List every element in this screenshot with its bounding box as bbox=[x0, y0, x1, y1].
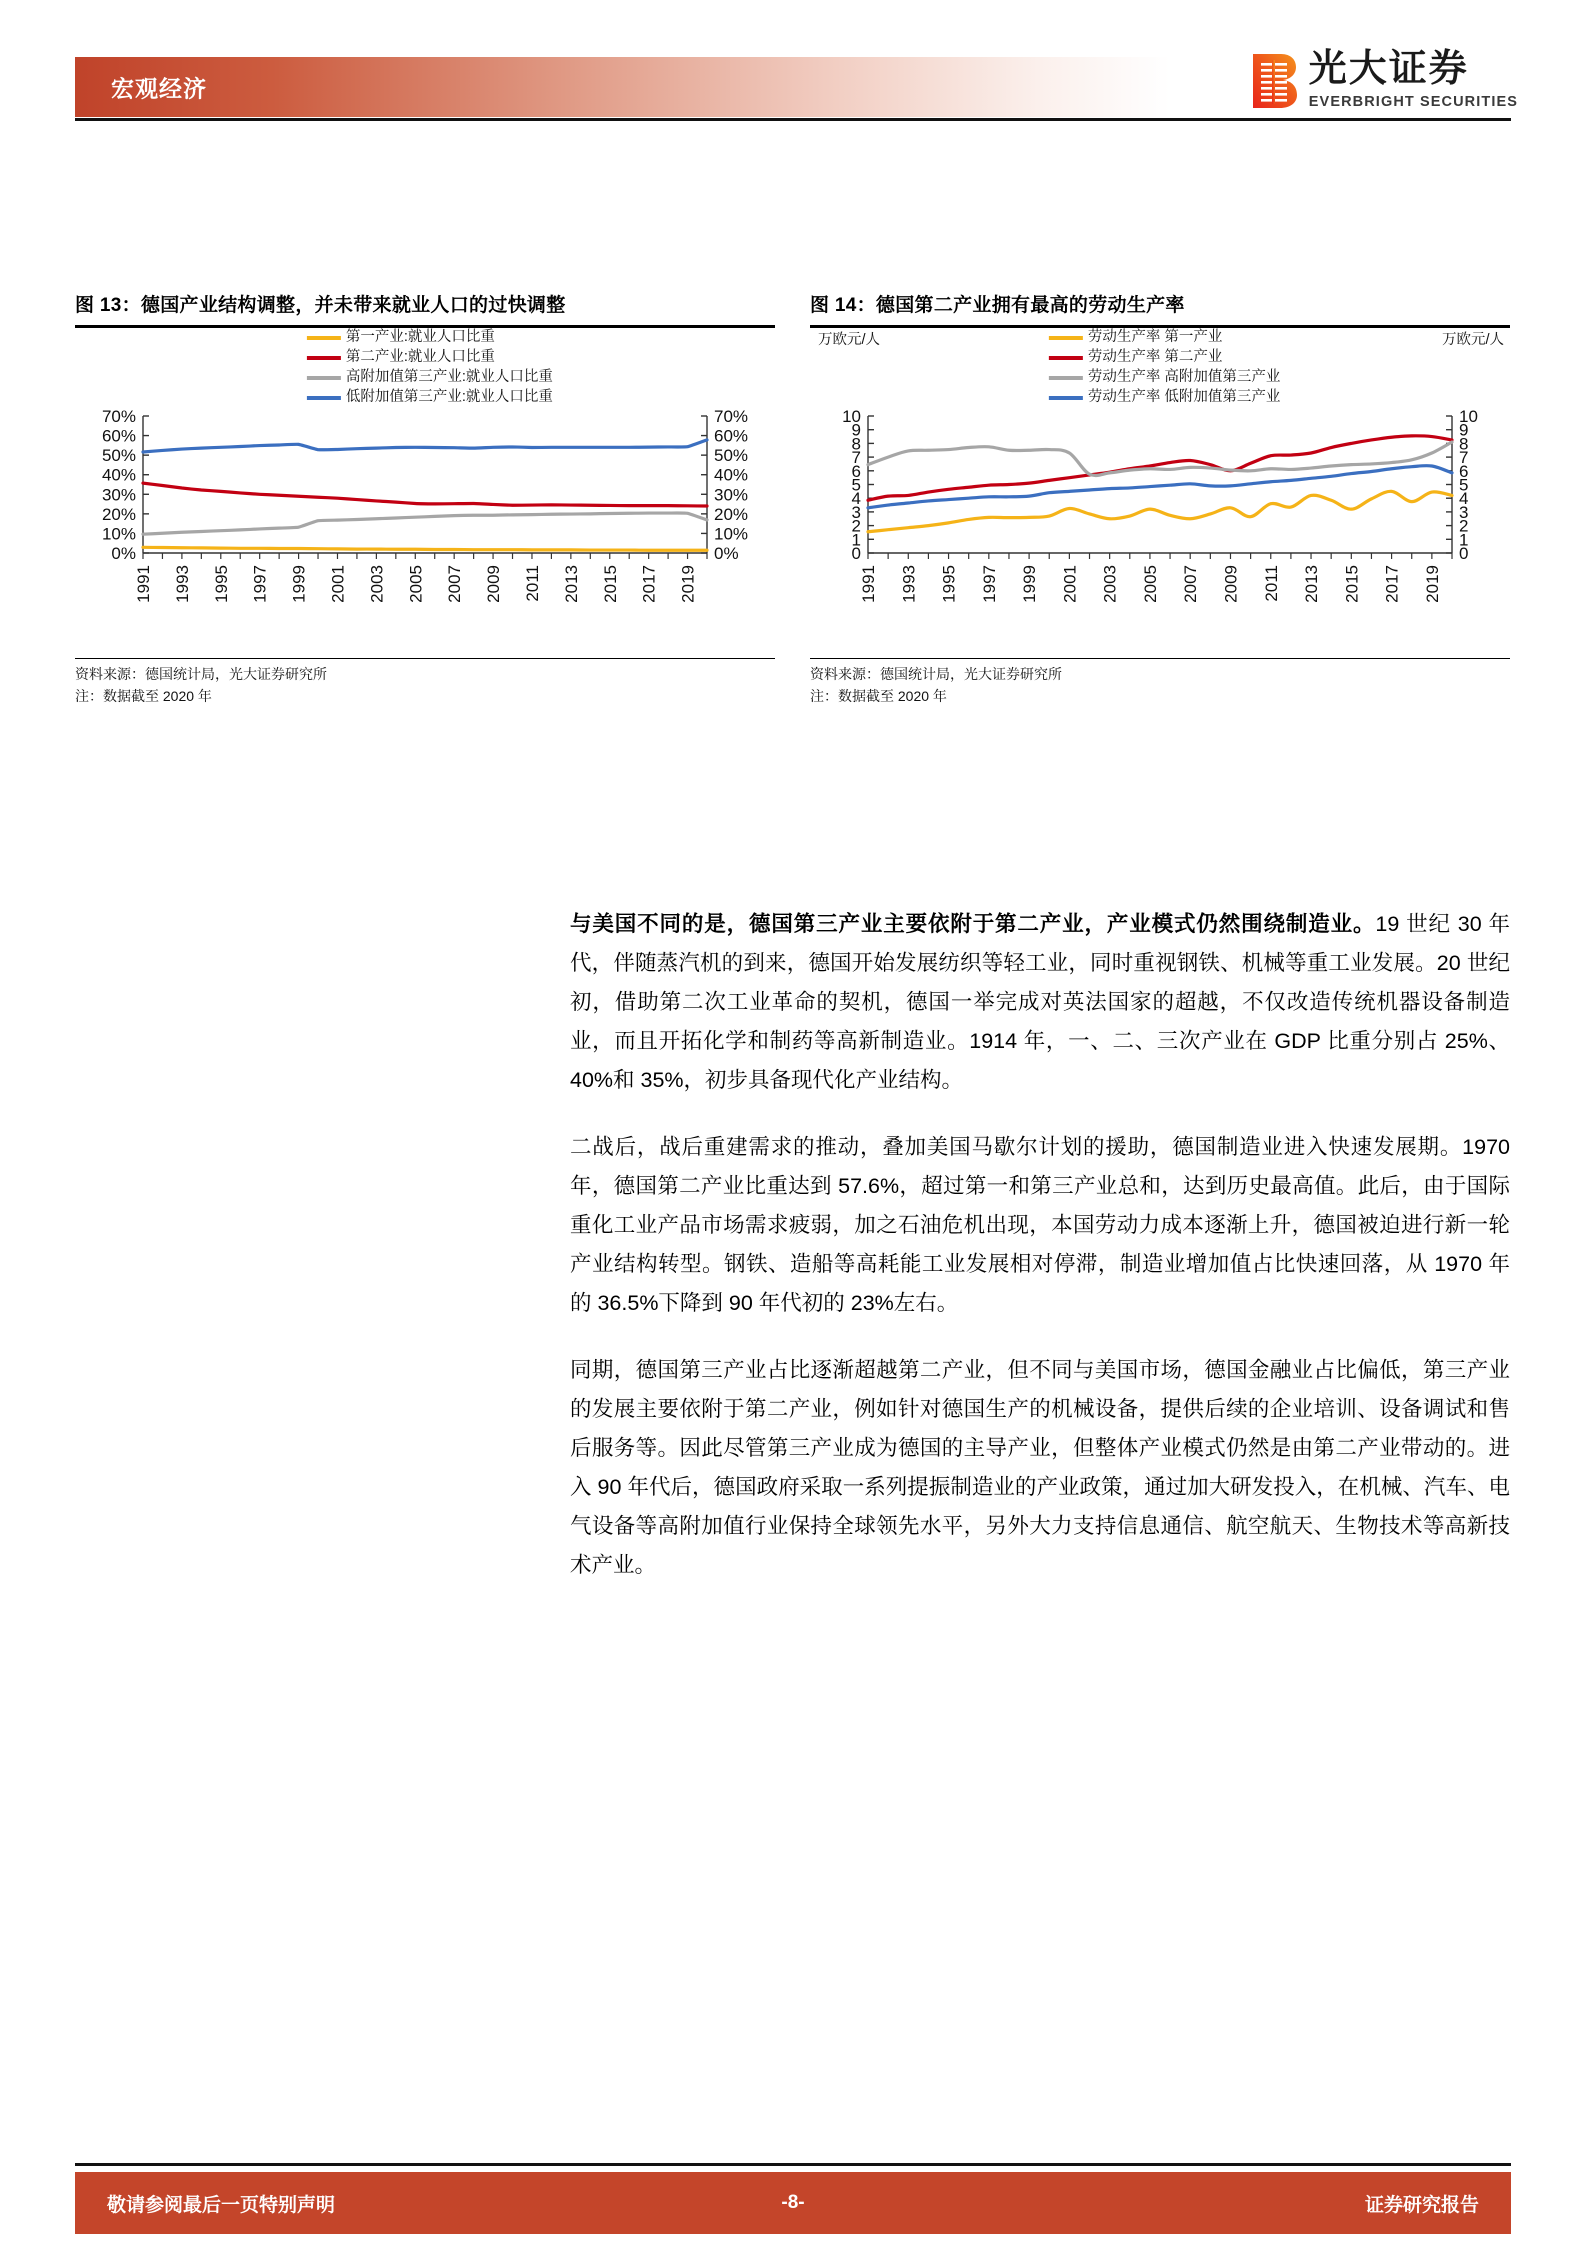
figure-14-legend bbox=[1049, 328, 1281, 408]
figure-14-left-unit: 万欧元/人 bbox=[818, 331, 881, 348]
svg-text:7: 7 bbox=[1459, 447, 1469, 467]
svg-text:2017: 2017 bbox=[639, 564, 659, 603]
svg-text:0%: 0% bbox=[714, 543, 739, 563]
svg-text:2017: 2017 bbox=[1382, 564, 1402, 603]
svg-text:2009: 2009 bbox=[1221, 564, 1241, 603]
figure-14-title: 图 14：德国第二产业拥有最高的劳动生产率 bbox=[810, 295, 1185, 316]
svg-text:50%: 50% bbox=[101, 445, 136, 465]
svg-text:3: 3 bbox=[851, 502, 861, 522]
svg-text:2011: 2011 bbox=[522, 564, 542, 602]
svg-text:1997: 1997 bbox=[250, 564, 270, 603]
legend-label: 第二产业:就业人口比重 bbox=[345, 349, 495, 366]
legend-label: 劳动生产率 高附加值第三产业 bbox=[1087, 369, 1281, 386]
figure-13-chart bbox=[75, 328, 775, 658]
logo-english-name: EVERBRIGHT SECURITIES bbox=[1308, 94, 1518, 110]
series-line bbox=[868, 442, 1452, 475]
svg-text:2007: 2007 bbox=[445, 564, 465, 603]
svg-text:9: 9 bbox=[1459, 420, 1469, 440]
svg-text:40%: 40% bbox=[714, 465, 749, 485]
legend-item bbox=[1049, 368, 1281, 388]
svg-text:2013: 2013 bbox=[561, 564, 581, 603]
figure-14-note: 注：数据截至 2020 年 bbox=[810, 688, 947, 705]
legend-label: 低附加值第三产业:就业人口比重 bbox=[345, 389, 553, 406]
legend-item bbox=[1049, 328, 1281, 348]
svg-text:2011: 2011 bbox=[1261, 564, 1281, 602]
svg-text:1: 1 bbox=[851, 529, 861, 549]
svg-text:1999: 1999 bbox=[1020, 564, 1040, 603]
series-line bbox=[143, 483, 707, 506]
footer-report-type: 证券研究报告 bbox=[1364, 2194, 1479, 2216]
svg-text:2019: 2019 bbox=[678, 564, 698, 603]
series-line bbox=[143, 547, 707, 550]
figure-14-source-rule bbox=[810, 658, 1510, 660]
legend-item bbox=[1049, 388, 1281, 408]
legend-label: 劳动生产率 第一产业 bbox=[1087, 329, 1223, 346]
legend-label: 高附加值第三产业:就业人口比重 bbox=[345, 369, 553, 386]
legend-color-swatch bbox=[1049, 356, 1083, 360]
svg-text:70%: 70% bbox=[714, 406, 749, 426]
svg-text:10: 10 bbox=[842, 406, 861, 426]
svg-text:0: 0 bbox=[851, 543, 861, 563]
svg-text:40%: 40% bbox=[101, 465, 136, 485]
legend-color-swatch bbox=[307, 336, 341, 340]
article-body bbox=[570, 905, 1510, 1613]
footer-disclaimer: 敬请参阅最后一页特别声明 bbox=[107, 2194, 336, 2216]
svg-text:2003: 2003 bbox=[367, 564, 387, 603]
svg-text:5: 5 bbox=[851, 475, 861, 494]
figure-13-source-rule bbox=[75, 658, 775, 660]
svg-text:50%: 50% bbox=[714, 445, 749, 465]
figure-13-title: 图 13：德国产业结构调整，并未带来就业人口的过快调整 bbox=[75, 295, 566, 316]
legend-color-swatch bbox=[1049, 376, 1083, 380]
legend-color-swatch bbox=[307, 396, 341, 400]
svg-text:2019: 2019 bbox=[1422, 564, 1442, 603]
svg-text:1991: 1991 bbox=[859, 564, 878, 603]
figure-13-source: 资料来源：德国统计局，光大证券研究所 bbox=[75, 666, 327, 683]
figure-14-right-unit: 万欧元/人 bbox=[1441, 331, 1504, 348]
svg-text:10%: 10% bbox=[714, 523, 749, 543]
page-footer bbox=[75, 2172, 1511, 2234]
figure-14-source: 资料来源：德国统计局，光大证券研究所 bbox=[810, 666, 1062, 683]
svg-text:2001: 2001 bbox=[1060, 564, 1080, 603]
legend-color-swatch bbox=[307, 376, 341, 380]
svg-text:1995: 1995 bbox=[939, 564, 959, 603]
legend-item bbox=[307, 348, 553, 368]
legend-item bbox=[307, 388, 553, 408]
svg-text:1991: 1991 bbox=[134, 564, 153, 603]
figure-14-chart bbox=[810, 328, 1510, 658]
svg-text:30%: 30% bbox=[714, 484, 749, 504]
legend-label: 劳动生产率 低附加值第三产业 bbox=[1087, 389, 1281, 406]
paragraph-2 bbox=[570, 1128, 1510, 1323]
paragraph-3-text: 同期，德国第三产业占比逐渐超越第二产业，但不同与美国市场，德国金融业占比偏低，第三产业的发展主要依附于第二产业，例如针对德国生产的机械设备，提供后续的企业培训、设备调试和售后服务等。因此尽管第三产业成为德国的主导产业，但整体产业模式仍然是由第二产业带动的。进入 90 年代后，德国政府采取一系列提振制造业的产业政策，通过加大研发投入，在机械、汽车、电气设备等高附加值行业保持全球领先水平，另外大力支持信息通信、航空航天、生物技术等高新技术产业。 bbox=[570, 1358, 1510, 1577]
svg-text:10%: 10% bbox=[101, 523, 136, 543]
legend-color-swatch bbox=[1049, 336, 1083, 340]
svg-text:60%: 60% bbox=[714, 426, 749, 446]
legend-item bbox=[307, 368, 553, 388]
paragraph-1-lead: 与美国不同的是，德国第三产业主要依附于第二产业，产业模式仍然围绕制造业。 bbox=[570, 912, 1376, 936]
svg-text:2007: 2007 bbox=[1181, 564, 1201, 603]
svg-text:2003: 2003 bbox=[1100, 564, 1120, 603]
legend-color-swatch bbox=[1049, 396, 1083, 400]
footer-divider bbox=[75, 2163, 1511, 2166]
svg-text:3: 3 bbox=[1459, 502, 1469, 522]
everbright-logo-icon bbox=[1251, 52, 1297, 110]
svg-text:7: 7 bbox=[851, 447, 861, 467]
svg-text:2: 2 bbox=[851, 516, 861, 536]
figure-13-note: 注：数据截至 2020 年 bbox=[75, 688, 212, 705]
legend-item bbox=[1049, 348, 1281, 368]
legend-color-swatch bbox=[307, 356, 341, 360]
svg-text:2015: 2015 bbox=[1342, 564, 1362, 603]
svg-text:0%: 0% bbox=[111, 543, 136, 563]
legend-label: 第一产业:就业人口比重 bbox=[345, 329, 495, 346]
svg-text:1993: 1993 bbox=[899, 564, 919, 603]
category-label: 宏观经济 bbox=[111, 75, 207, 102]
svg-text:1: 1 bbox=[1459, 529, 1469, 549]
figure-14 bbox=[810, 290, 1510, 707]
figure-13-legend bbox=[307, 328, 553, 408]
svg-text:0: 0 bbox=[1459, 543, 1469, 563]
paragraph-1-text: 19 世纪 30 年代，伴随蒸汽机的到来，德国开始发展纺织等轻工业，同时重视钢铁、机械等重工业发展。20 世纪初，借助第二次工业革命的契机，德国一举完成对英法国家的超越，不仅改造传统机器设备制造业，而且开拓化学和制药等高新制造业。1914 年，一、二、三次产业在 GDP 比重分别占 25%、40%和 35%，初步具备现代化产业结构。 bbox=[570, 912, 1510, 1092]
svg-text:9: 9 bbox=[851, 420, 861, 440]
svg-text:10: 10 bbox=[1459, 406, 1478, 426]
paragraph-1 bbox=[570, 905, 1510, 1100]
svg-text:20%: 20% bbox=[101, 504, 136, 524]
svg-text:2015: 2015 bbox=[600, 564, 620, 603]
svg-text:1995: 1995 bbox=[211, 564, 231, 603]
svg-text:4: 4 bbox=[851, 488, 861, 508]
legend-label: 劳动生产率 第二产业 bbox=[1087, 349, 1223, 366]
header-divider bbox=[75, 118, 1511, 121]
logo-chinese-name: 光大证券 bbox=[1308, 48, 1469, 90]
paragraph-3 bbox=[570, 1351, 1510, 1585]
svg-text:70%: 70% bbox=[101, 406, 136, 426]
svg-text:6: 6 bbox=[1459, 461, 1469, 481]
svg-text:30%: 30% bbox=[101, 484, 136, 504]
svg-text:8: 8 bbox=[851, 433, 861, 453]
paragraph-2-text: 二战后，战后重建需求的推动，叠加美国马歇尔计划的援助，德国制造业进入快速发展期。1970 年，德国第二产业比重达到 57.6%，超过第一和第三产业总和，达到历史最高值。此后，由于国际重化工业产品市场需求疲弱，加之石油危机出现，本国劳动力成本逐渐上升，德国被迫进行新一轮产业结构转型。钢铁、造船等高耗能工业发展相对停滞，制造业增加值占比快速回落，从 1970 年的 36.5%下降到 90 年代初的 23%左右。 bbox=[570, 1135, 1510, 1315]
svg-text:4: 4 bbox=[1459, 488, 1469, 508]
figure-13 bbox=[75, 290, 775, 707]
svg-text:2009: 2009 bbox=[484, 564, 504, 603]
brand-logo bbox=[1251, 50, 1518, 110]
svg-text:2013: 2013 bbox=[1302, 564, 1322, 603]
svg-text:1993: 1993 bbox=[172, 564, 192, 603]
series-line bbox=[143, 439, 707, 451]
svg-text:2005: 2005 bbox=[406, 564, 426, 603]
svg-text:1999: 1999 bbox=[289, 564, 309, 603]
svg-text:1997: 1997 bbox=[979, 564, 999, 603]
svg-text:2005: 2005 bbox=[1140, 564, 1160, 603]
page-header bbox=[0, 0, 1586, 170]
svg-text:8: 8 bbox=[1459, 433, 1469, 453]
svg-text:2: 2 bbox=[1459, 516, 1469, 536]
category-banner bbox=[75, 57, 1170, 117]
series-line bbox=[868, 491, 1452, 531]
series-line bbox=[143, 513, 707, 534]
svg-text:60%: 60% bbox=[101, 426, 136, 446]
svg-text:5: 5 bbox=[1459, 475, 1469, 494]
svg-text:6: 6 bbox=[851, 461, 861, 481]
legend-item bbox=[307, 328, 553, 348]
footer-page-number: -8- bbox=[781, 2192, 805, 2213]
svg-text:2001: 2001 bbox=[328, 564, 348, 603]
svg-text:20%: 20% bbox=[714, 504, 749, 524]
